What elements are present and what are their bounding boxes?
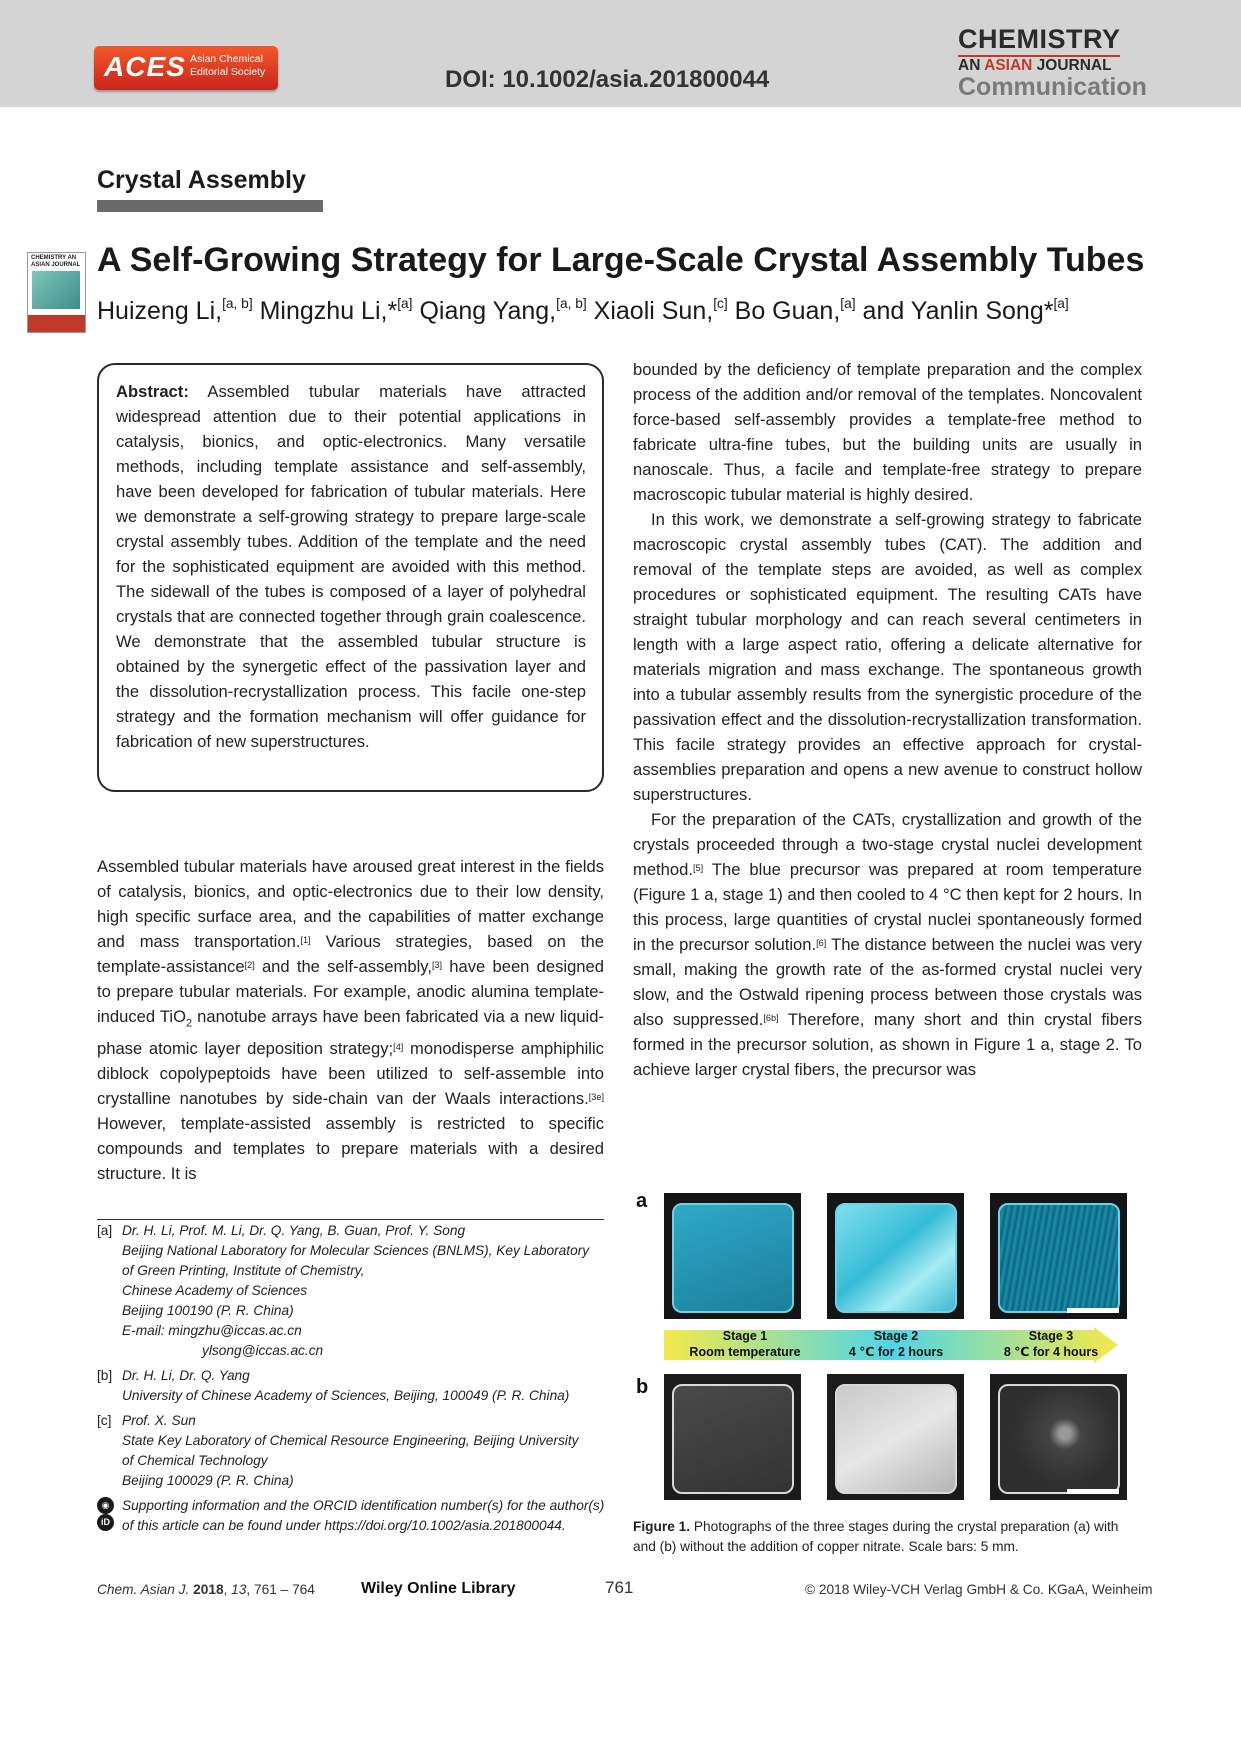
body-paragraph: In this work, we demonstrate a self-growing strategy to fabricate macroscopic crystal assembly tubes (CAT). The addition and removal of the template steps are avoided, as well as complex procedures or sophisticated equipment. The resulting CATs have straight tubular morphology and can reach several centimeters in length with a large aspect ratio, offering a delicate alternative for materials migration and mass exchange. The spontaneous growth into a tubular assembly results from the synergistic procedure of the passivation effect and the dissolution-recrystallization transformation. This facile strategy provides an effective approach for crystal-assemblies preparation and opens a new avenue to construct hollow superstructures.: [633, 510, 1142, 804]
footnote-line: Chinese Academy of Sciences: [122, 1283, 308, 1298]
footnote-line: of Green Printing, Institute of Chemistry,: [122, 1263, 365, 1278]
petri-dish-crystals: [998, 1384, 1120, 1494]
journal-title: CHEMISTRY: [958, 24, 1121, 54]
figure-caption: [633, 1517, 1133, 1557]
photo-a-stage1[interactable]: [664, 1193, 801, 1319]
stage-3-label: [976, 1328, 1126, 1360]
stage-title: Stage 2: [873, 1329, 919, 1343]
stage-condition: Room temperature: [689, 1345, 801, 1359]
stage-title: Stage 3: [1028, 1329, 1074, 1343]
scale-bar: [1067, 1308, 1119, 1313]
body-text-run: The distance between the nuclei was very small, making the growth rate of the as-formed crystal nuclei very slow, and the Ostwald ripening process between those crystals was also suppressed.: [633, 935, 1142, 1029]
author-name: Qiang Yang,: [419, 297, 557, 325]
body-text-run: Various strategies, based on the template-assistance: [97, 932, 604, 976]
footnote-tag: [b]: [97, 1368, 113, 1383]
abstract-text: [116, 379, 586, 754]
citation-ref[interactable]: [6b]: [763, 1013, 779, 1024]
journal-subtitle-post: JOURNAL: [1032, 57, 1112, 74]
journal-subtitle-pre: AN: [958, 57, 985, 74]
supporting-info-icons: [97, 1497, 115, 1531]
panel-label-b: b: [636, 1376, 649, 1398]
body-text-run: For the preparation of the CATs, crystallization and growth of the crystals proceeded through a two-stage crystal nuclei development method.: [633, 810, 1142, 879]
author-name: Mingzhu Li,*: [259, 297, 398, 325]
cover-thumbnail-band: [28, 315, 85, 332]
body-paragraph: [633, 807, 1142, 1082]
footer-pages: , 761 – 764: [246, 1582, 315, 1597]
wiley-online-library-link[interactable]: Wiley Online Library: [361, 1580, 516, 1597]
citation-ref[interactable]: [3e]: [588, 1092, 604, 1103]
affiliation-footnotes: [97, 1221, 607, 1541]
section-underline-bar: [97, 200, 323, 212]
petri-dish-clear: [672, 1384, 794, 1494]
copyright-notice: © 2018 Wiley-VCH Verlag GmbH & Co. KGaA, Weinheim: [805, 1582, 1153, 1597]
scale-bar: [1067, 1489, 1119, 1494]
supporting-info-icon[interactable]: ◉: [97, 1497, 114, 1514]
stage-condition: 8 ℃ for 4 hours: [1003, 1345, 1099, 1359]
abstract-label: Abstract:: [116, 382, 189, 401]
footnote-b: [97, 1366, 607, 1406]
author-affiliation: [a]: [397, 295, 413, 311]
aces-subtitle-line2: Editorial Society: [190, 66, 266, 78]
petri-dish-white: [835, 1384, 957, 1494]
email-link[interactable]: ylsong@iccas.ac.cn: [202, 1343, 324, 1358]
footer-citation: Chem. Asian J. 2018, 13, 761 – 764: [97, 1582, 315, 1597]
petri-dish-blue: [672, 1203, 794, 1313]
journal-subtitle-accent: ASIAN: [984, 57, 1033, 74]
stage-title: Stage 1: [722, 1329, 768, 1343]
author-list: [97, 297, 1069, 326]
supporting-info-text[interactable]: Supporting information and the ORCID identification number(s) for the author(s) of this article can be found under https://doi.org/10.1002/asia.201800044.: [122, 1498, 605, 1533]
aces-logo: [94, 46, 278, 90]
figure-1: [636, 1190, 1136, 1500]
footnote-tag: [c]: [97, 1413, 112, 1428]
photo-b-stage2[interactable]: [827, 1374, 964, 1500]
footnote-c: [97, 1411, 607, 1491]
aces-logo-subtitle: [190, 53, 265, 79]
footer-journal-abbrev: Chem. Asian J.: [97, 1582, 190, 1597]
author-affiliation: [a]: [840, 295, 856, 311]
subscript: 2: [186, 1017, 193, 1030]
author-affiliation: [a]: [1053, 295, 1069, 311]
footnote-line: of Chemical Technology: [122, 1453, 268, 1468]
photo-b-stage1[interactable]: [664, 1374, 801, 1500]
body-text-run: have been designed to prepare tubular materials. For example, anodic alumina template-induced TiO: [97, 957, 604, 1026]
body-text-run: Assembled tubular materials have aroused great interest in the fields of catalysis, bionics, and optic-electronics due to their low density, high specific surface area, and the capabilities of matter exchange and mass transportation.: [97, 857, 604, 951]
aces-logo-mark: ACES: [104, 51, 186, 82]
citation-ref[interactable]: [1]: [300, 935, 311, 946]
citation-ref[interactable]: [2]: [244, 960, 255, 971]
page-number: 761: [605, 1578, 634, 1597]
stage-1-label: [670, 1328, 820, 1360]
stage-condition: 4 ℃ for 2 hours: [848, 1345, 944, 1359]
doi-link[interactable]: DOI: 10.1002/asia.201800044: [445, 66, 770, 93]
aces-subtitle-line1: Asian Chemical: [190, 53, 263, 65]
body-text-run: monodisperse amphiphilic diblock copolypeptoids have been utilized to self-assemble into crystalline nanotubes by side-chain van der Waals interactions.: [97, 1039, 604, 1109]
petri-dish-blue: [835, 1203, 957, 1313]
cover-thumbnail-title: CHEMISTRY AN ASIAN JOURNAL: [31, 255, 81, 268]
footnote-line: Beijing 100029 (P. R. China): [122, 1473, 294, 1488]
footer-volume: 13: [231, 1582, 247, 1597]
footnote-tag: [a]: [97, 1223, 113, 1238]
citation-ref[interactable]: [5]: [692, 863, 704, 874]
article-title: A Self-Growing Strategy for Large-Scale Crystal Assembly Tubes: [97, 241, 1145, 279]
footer-year: 2018: [193, 1582, 224, 1597]
author-name: Bo Guan,: [734, 297, 841, 325]
body-text-run: nanotube arrays have been fabricated via a new liquid-phase atomic layer deposition strategy;: [97, 1007, 604, 1059]
body-text-run: The blue precursor was prepared at room temperature (Figure 1 a, stage 1) and then cooled to 4 °C then kept for 2 hours. In this process, large quantities of crystal nuclei spontaneously formed in the precursor solution.: [633, 860, 1142, 954]
citation-ref[interactable]: [3]: [431, 960, 443, 971]
footnote-line: State Key Laboratory of Chemical Resource Engineering, Beijing University: [122, 1433, 579, 1448]
body-paragraph: bounded by the deficiency of template preparation and the complex process of the addition and/or removal of the templates. Noncovalent force-based self-assembly provides a template-free method to fabricate ultra-fine tubes, but the building units are usually in nanoscale. Thus, a facile and template-free strategy to prepare macroscopic tubular material is highly desired.: [633, 360, 1142, 504]
abstract-body: Assembled tubular materials have attracted widespread attention due to their potential applications in catalysis, bionics, and optic-electronics. Many versatile methods, including template assistance and self-assembly, have been developed for fabrication of tubular materials. Here we demonstrate a self-growing strategy to prepare large-scale crystal assembly tubes. Addition of the template and the need for the sophisticated equipment are avoided with this method. The sidewall of the tubes is composed of a layer of polyhedral crystals that are connected together through grain coalescence. We demonstrate that the assembled tubular structure is obtained by the synergetic effect of the passivation layer and the dissolution-recrystallization process. This facile one-step strategy and the formation mechanism will offer guidance for fabrication of new superstructures.: [116, 382, 586, 751]
stage-2-label: [821, 1328, 971, 1360]
photo-b-stage3[interactable]: [990, 1374, 1127, 1500]
citation-ref[interactable]: [6]: [816, 938, 827, 949]
photo-a-stage2[interactable]: [827, 1193, 964, 1319]
footnote-line: University of Chinese Academy of Sciences, Beijing, 100049 (P. R. China): [122, 1388, 570, 1403]
cover-thumbnail-art: [32, 271, 80, 309]
footnote-line: Beijing National Laboratory for Molecular Sciences (BNLMS), Key Laboratory: [122, 1243, 590, 1258]
body-text-run: However, template-assisted assembly is restricted to specific compounds and templates to prepare materials with a desired structure. It is: [97, 1114, 604, 1184]
journal-cover-thumbnail[interactable]: [27, 252, 86, 333]
panel-label-a: a: [636, 1190, 648, 1212]
email-link[interactable]: E-mail: mingzhu@iccas.ac.cn: [122, 1323, 302, 1338]
author-name: Huizeng Li,: [97, 297, 223, 325]
citation-ref[interactable]: [4]: [393, 1042, 404, 1053]
body-text-run: Therefore, many short and thin crystal fibers formed in the precursor solution, as shown in Figure 1 a, stage 2. To achieve larger crystal fibers, the precursor was: [633, 1010, 1142, 1079]
article-type-label: Communication: [958, 73, 1147, 101]
footnote-supporting-info: [97, 1496, 607, 1536]
footnote-a: [97, 1221, 607, 1361]
figure-caption-text: Photographs of the three stages during the crystal preparation (a) with and (b) without the addition of copper nitrate. Scale bars: 5 mm.: [633, 1519, 1119, 1554]
author-affiliation: [a, b]: [556, 295, 587, 311]
author-affiliation: [a, b]: [222, 295, 253, 311]
footnote-divider: [97, 1219, 604, 1220]
body-text-run: and the self-assembly,: [254, 957, 432, 976]
figure-caption-label: Figure 1.: [633, 1519, 691, 1534]
petri-dish-fibers: [998, 1203, 1120, 1313]
section-label: Crystal Assembly: [97, 166, 306, 194]
footnote-line: Dr. H. Li, Prof. M. Li, Dr. Q. Yang, B. Guan, Prof. Y. Song: [122, 1223, 466, 1238]
orcid-icon[interactable]: iD: [97, 1514, 114, 1531]
footnote-line: Prof. X. Sun: [122, 1413, 196, 1428]
footnote-line: Dr. H. Li, Dr. Q. Yang: [122, 1368, 250, 1383]
author-name: Xiaoli Sun,: [593, 297, 714, 325]
body-column-left: [97, 854, 604, 1186]
photo-a-stage3[interactable]: [990, 1193, 1127, 1319]
author-affiliation: [c]: [713, 295, 728, 311]
body-column-right: [633, 357, 1142, 1082]
footnote-line: Beijing 100190 (P. R. China): [122, 1303, 294, 1318]
author-name: and Yanlin Song*: [862, 297, 1054, 325]
